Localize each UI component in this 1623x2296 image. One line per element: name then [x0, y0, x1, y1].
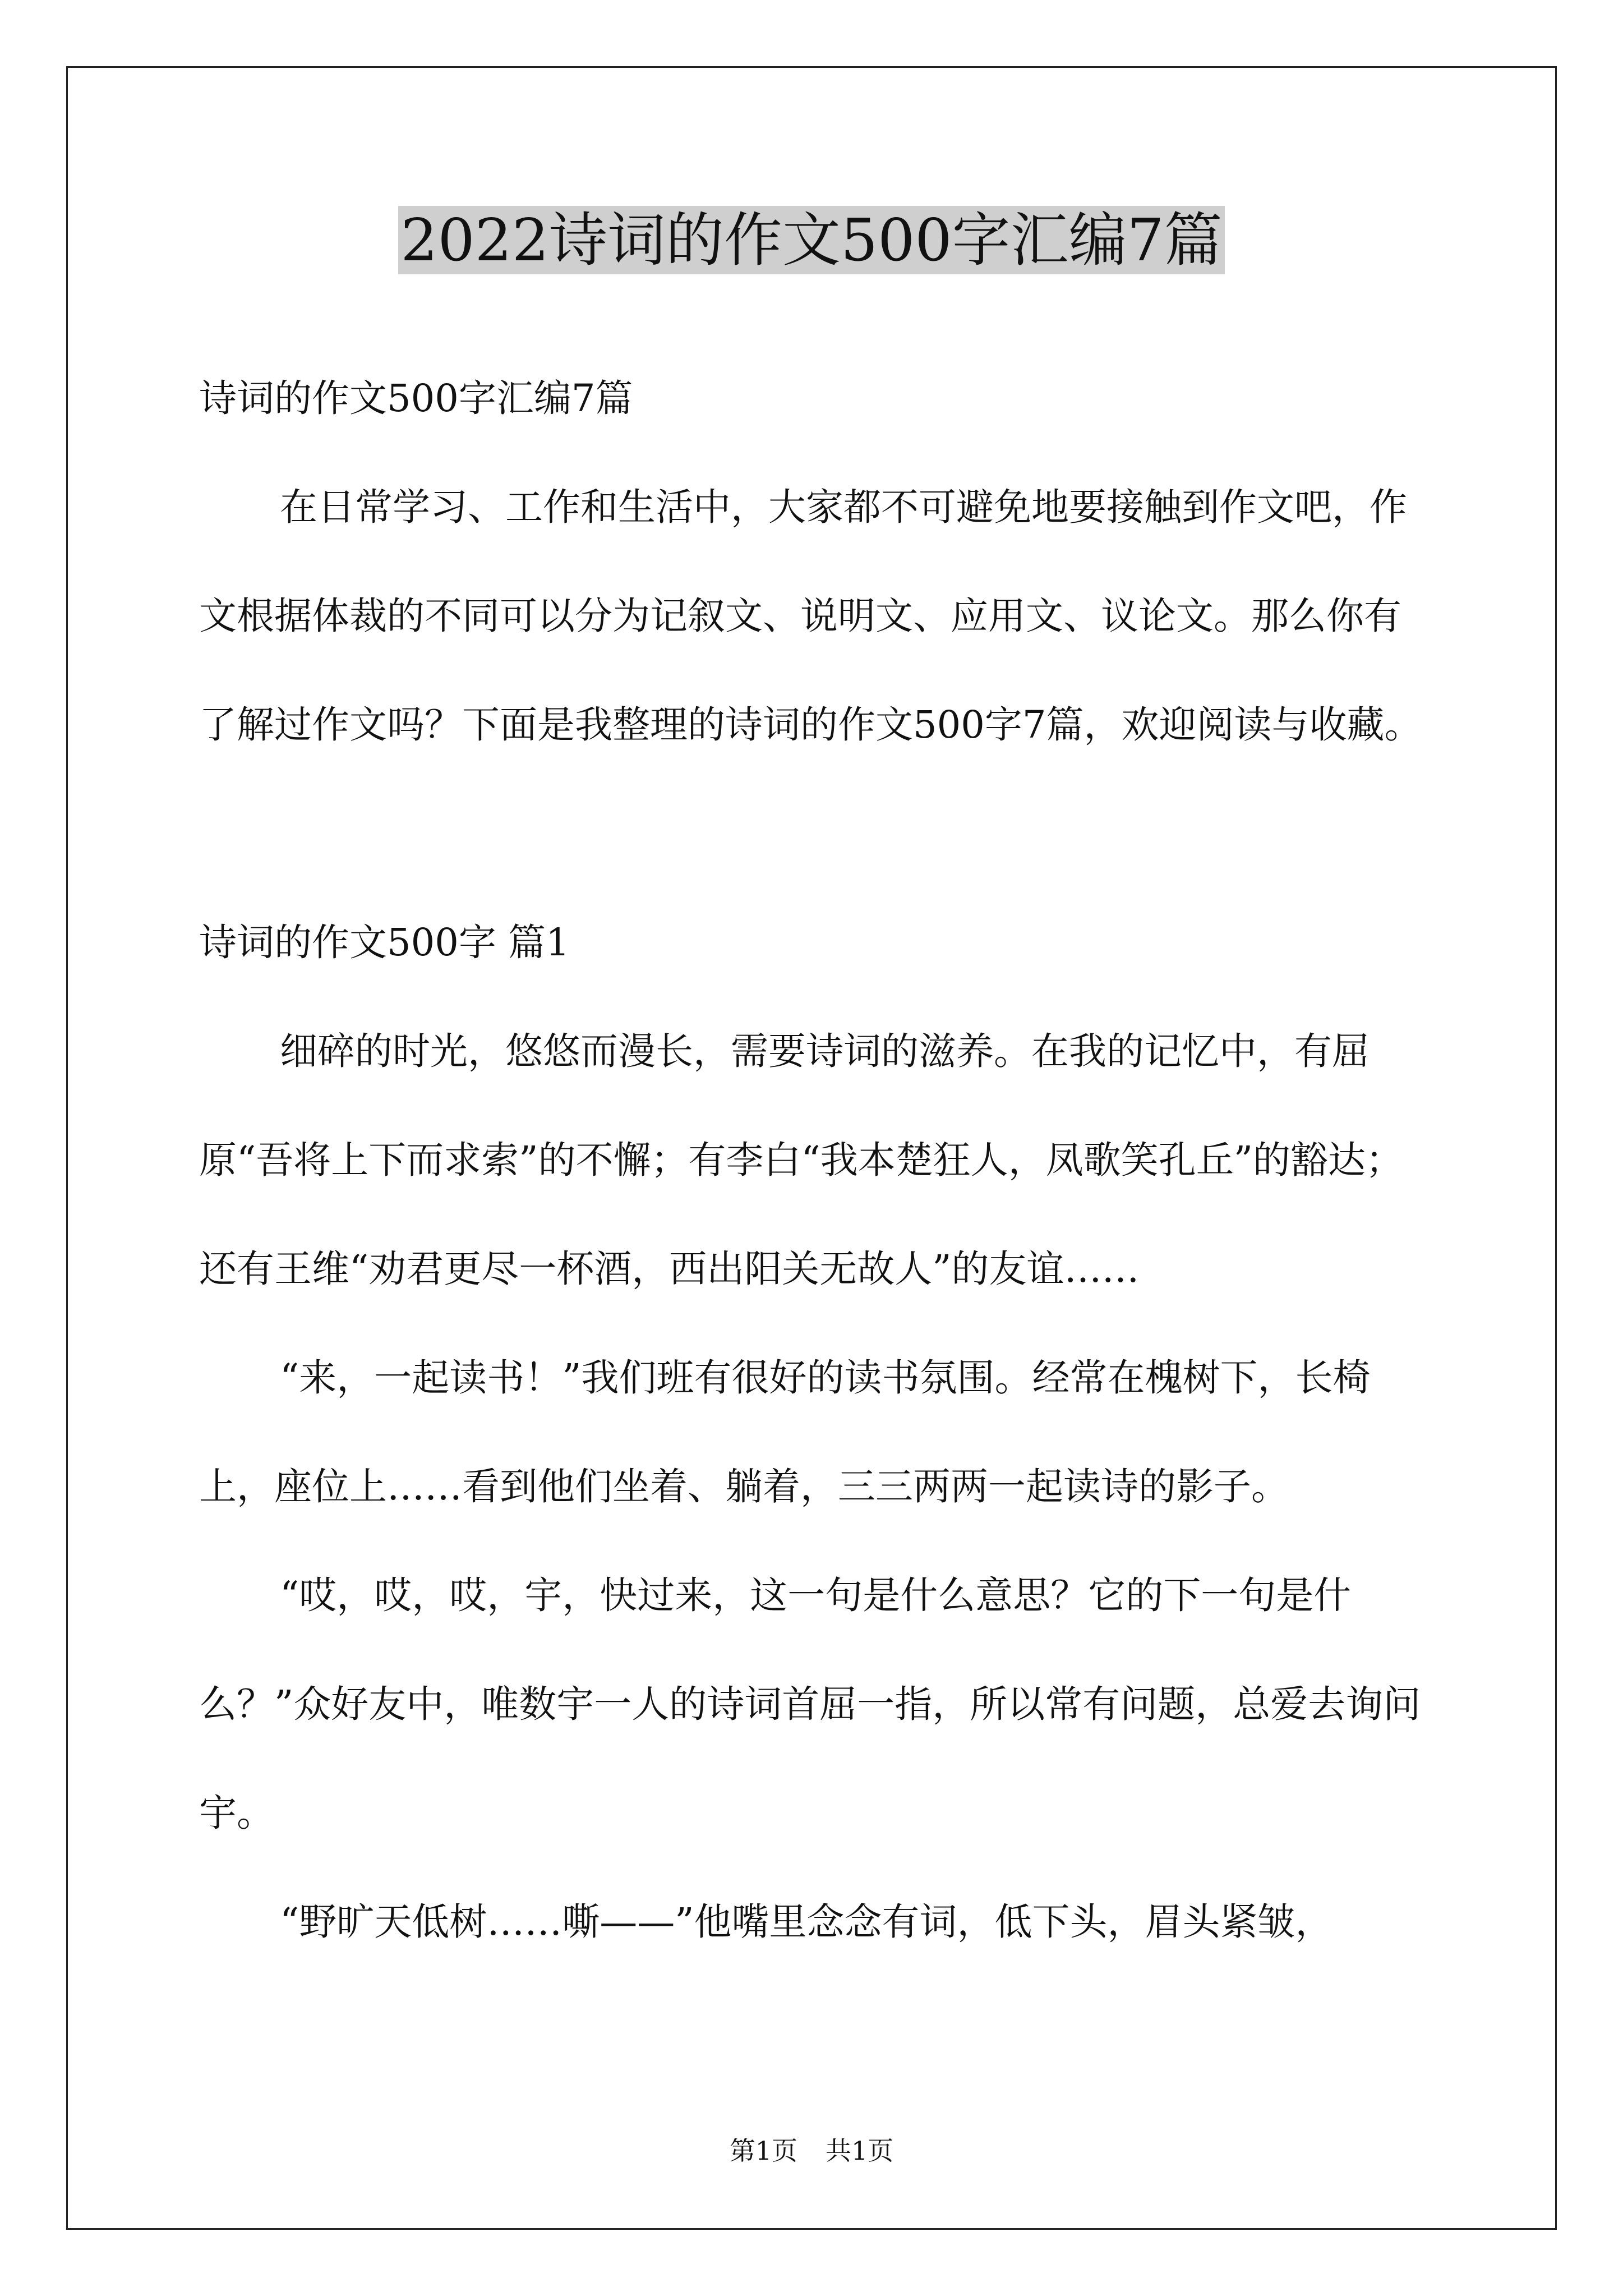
- page-number-total: 共1页: [826, 2136, 894, 2166]
- intro-paragraph: 在日常学习、工作和生活中，大家都不可避免地要接触到作文吧，作文根据体裁的不同可以分为记叙文、说明文、应用文、议论文。那么你有了解过作文吗？下面是我整理的诗词的作文500字7篇，欢迎阅读与收藏。: [199, 485, 1422, 747]
- section-spacer: [199, 779, 1438, 888]
- subtitle-line: 诗词的作文500字汇编7篇: [199, 376, 633, 420]
- section-heading: 诗词的作文500字 篇1: [199, 921, 570, 964]
- page-number-current: 第1页: [729, 2136, 797, 2166]
- body-paragraph-1: 细碎的时光，悠悠而漫长，需要诗词的滋养。在我的记忆中，有屈原“吾将上下而求索”的不懈；有李白“我本楚狂人，凤歌笑孔丘”的豁达；还有王维“劝君更尽一杯酒，西出阳关无故人”的友谊……: [199, 1029, 1404, 1291]
- body-paragraph-2: “来，一起读书！”我们班有很好的读书氛围。经常在槐树下，长椅上，座位上……看到他们坐着、躺着，三三两两一起读诗的影子。: [199, 1356, 1371, 1508]
- body-paragraph-4: “野旷天低树……嘶——”他嘴里念念有词，低下头，眉头紧皱，: [280, 1900, 1333, 1944]
- page-footer: [0, 2134, 1623, 2168]
- body-paragraph-3: “哎，哎，哎，宇，快过来，这一句是什么意思？它的下一句是什么？”众好友中，唯数宇一人的诗词首屈一指，所以常有问题，总爱去询问宇。: [199, 1573, 1421, 1835]
- document-body: [199, 344, 1438, 1976]
- document-title-text: 2022诗词的作文500字汇编7篇: [398, 206, 1224, 274]
- document-title: [0, 201, 1623, 279]
